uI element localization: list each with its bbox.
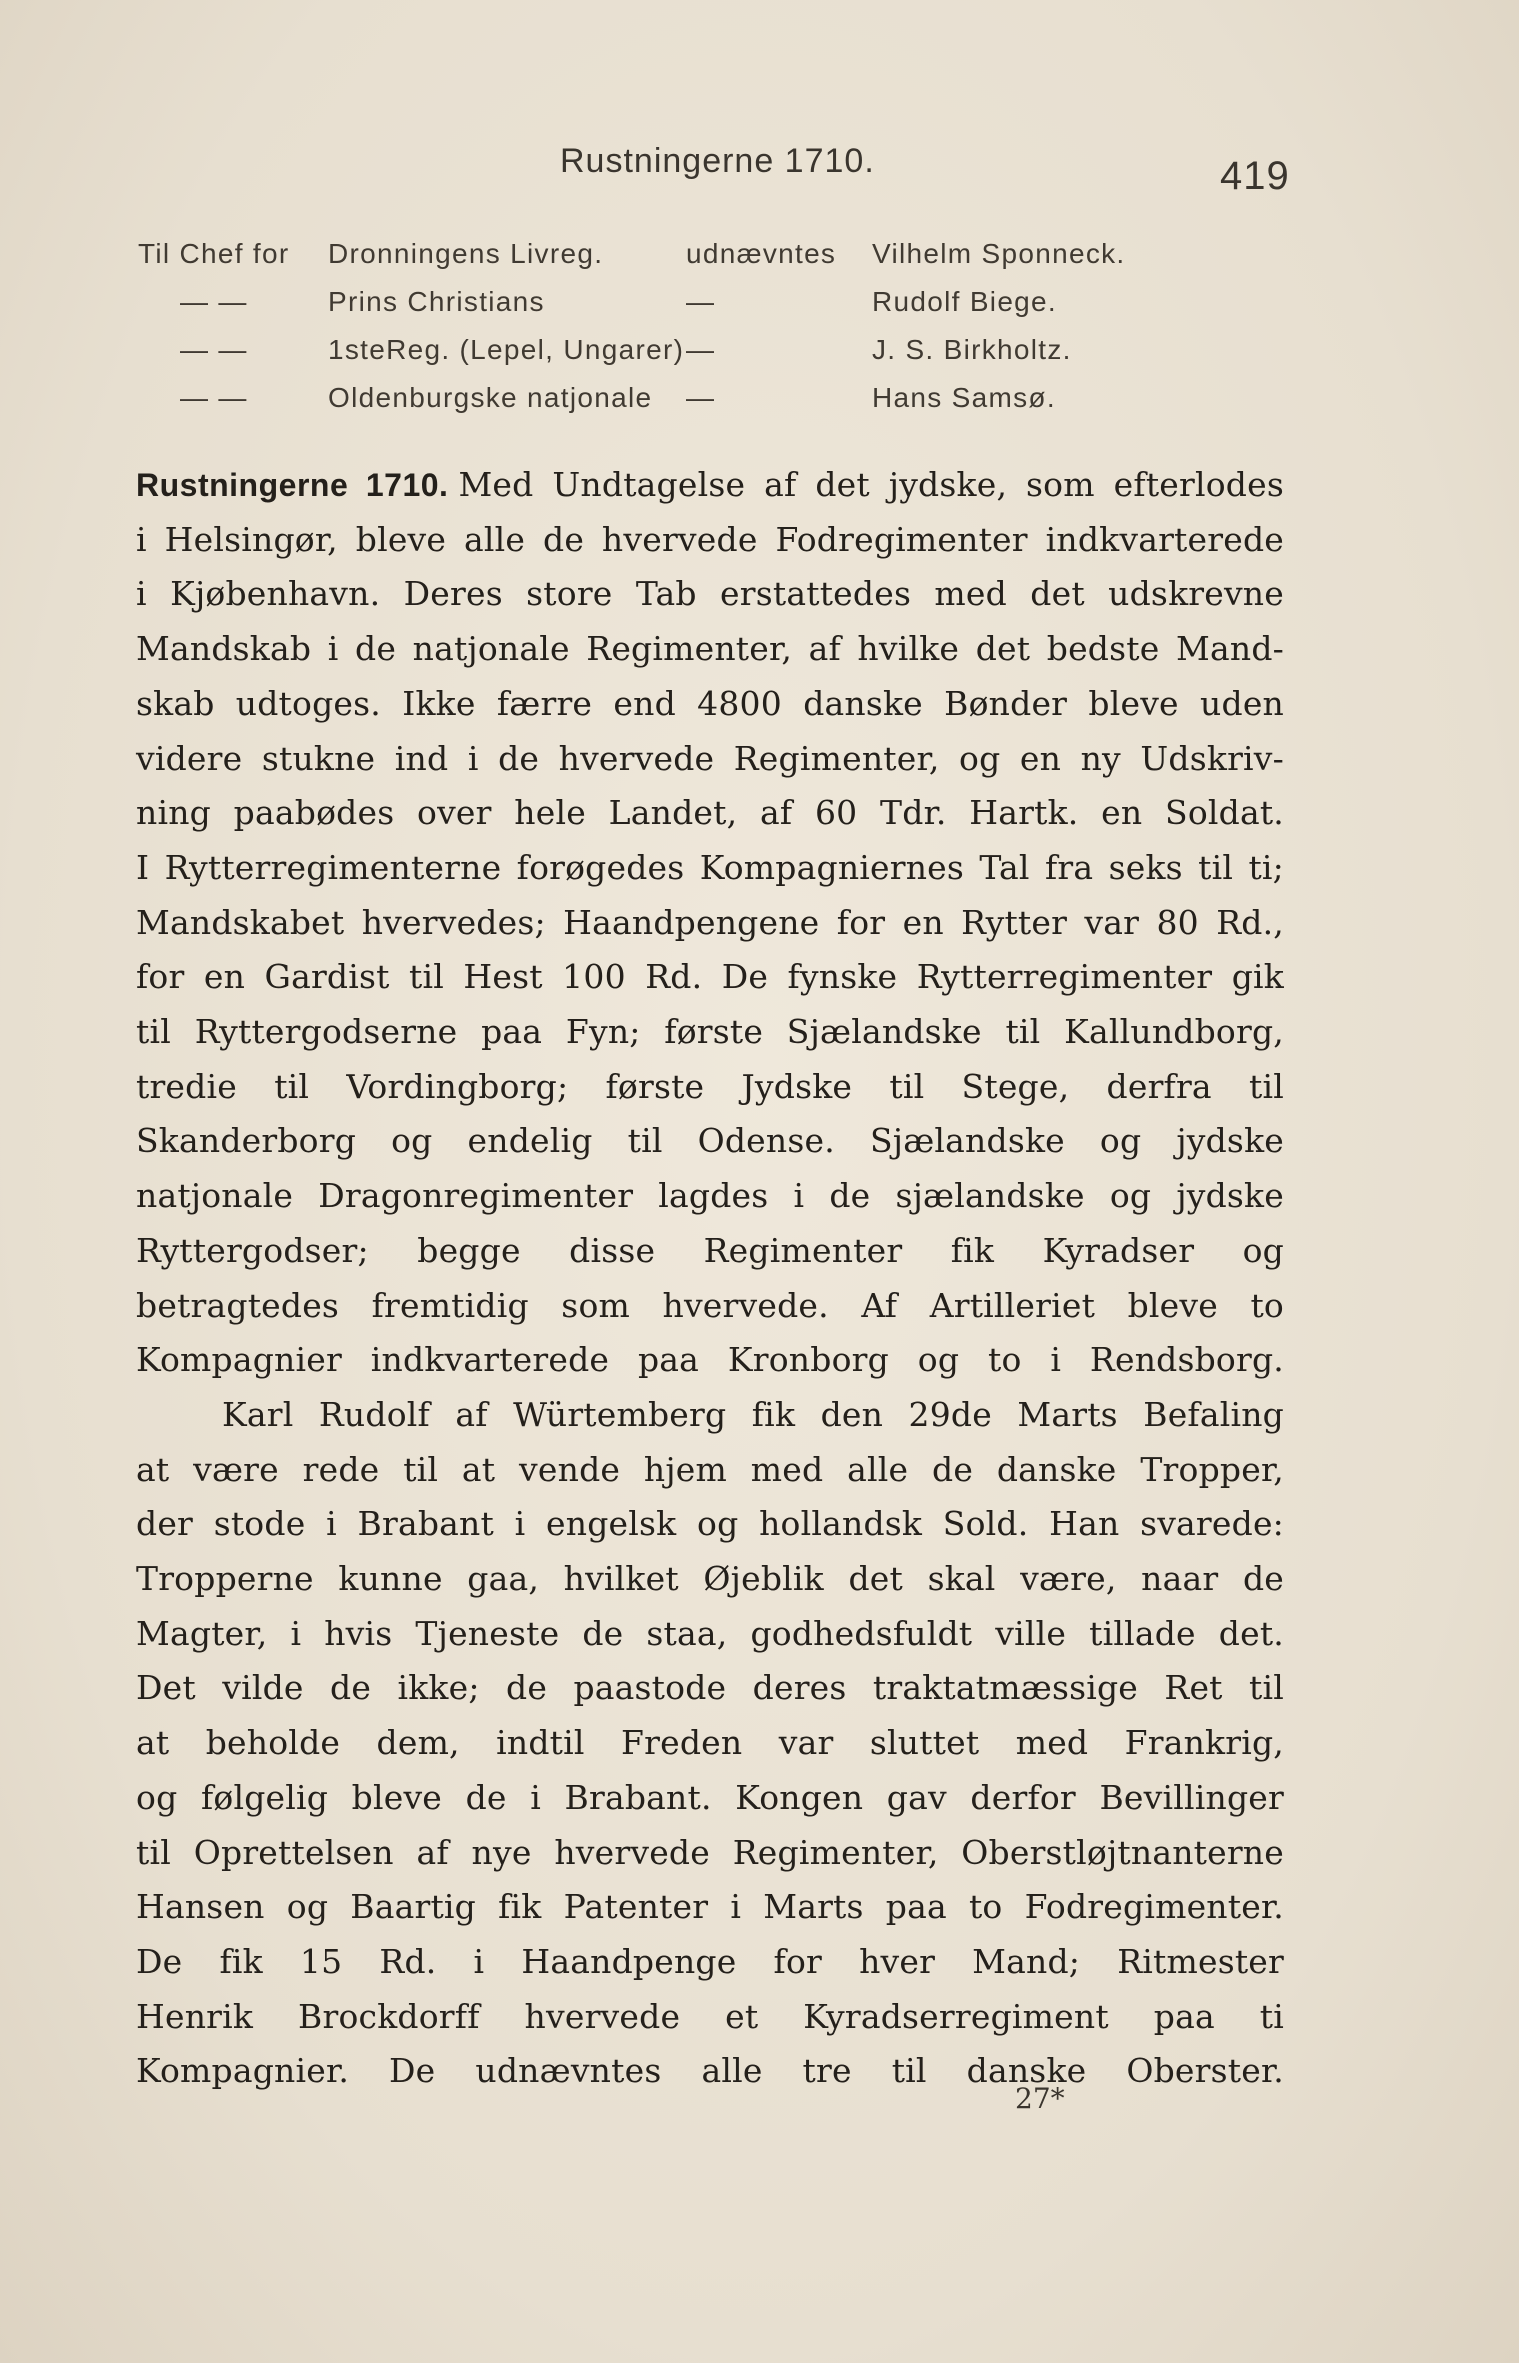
text-line: Mandskab i de natjonale Regimenter, af hvilke det bedste Mand-: [136, 629, 1284, 669]
appointment-name: Hans Samsø.: [872, 382, 1056, 413]
appointment-row: [138, 382, 1298, 430]
text-line: for en Gardist til Hest 100 Rd. De fynske Rytterregimenter gik: [136, 957, 1284, 997]
appointment-verb: —: [686, 382, 716, 413]
text-line: at beholde dem, indtil Freden var sluttet med Frankrig,: [136, 1723, 1284, 1763]
appointment-verb: —: [686, 334, 716, 365]
text-line: [136, 458, 1284, 513]
text-line: skab udtoges. Ikke færre end 4800 danske Bønder bleve uden: [136, 683, 1284, 723]
appointment-name: Vilhelm Sponneck.: [872, 238, 1126, 269]
appointment-prefix: — —: [180, 382, 248, 413]
text-line: tredie til Vordingborg; første Jydske til Stege, derfra til: [136, 1066, 1284, 1106]
text-line-content: Karl Rudolf af Würtemberg fik den 29de Marts Befaling: [222, 1394, 1284, 1434]
text-line: Kompagnier indkvarterede paa Kronborg og to i Rendsborg.: [136, 1340, 1284, 1380]
text-line: betragtedes fremtidig som hvervede. Af Artilleriet bleve to: [136, 1285, 1284, 1325]
appointment-row: [138, 286, 1298, 334]
appointment-prefix: — —: [180, 334, 248, 365]
appointment-verb: —: [686, 286, 716, 317]
body-text: [136, 458, 1284, 2099]
appointment-row: [138, 238, 1298, 286]
appointment-verb: udnævntes: [686, 238, 837, 269]
text-line: Ryttergodser; begge disse Regimenter fik Kyradser og: [136, 1230, 1284, 1270]
appointment-prefix: Til Chef for: [138, 238, 290, 269]
text-line: Hansen og Baartig fik Patenter i Marts paa to Fodregimenter.: [136, 1887, 1284, 1927]
text-line: Tropperne kunne gaa, hvilket Øjeblik det skal være, naar de: [136, 1559, 1284, 1599]
appointment-prefix: — —: [180, 286, 248, 317]
text-line: Skanderborg og endelig til Odense. Sjælandske og jydske: [136, 1121, 1284, 1161]
text-line: til Oprettelsen af nye hvervede Regimenter, Oberstløjtnanterne: [136, 1832, 1284, 1872]
running-title: Rustningerne 1710.: [560, 142, 875, 180]
text-line: Kompagnier. De udnævntes alle tre til danske Oberster.: [136, 2051, 1284, 2091]
text-line: natjonale Dragonregimenter lagdes i de sjælandske og jydske: [136, 1176, 1284, 1216]
section-title: Rustningerne 1710.: [136, 467, 449, 503]
text-line: Magter, i hvis Tjeneste de staa, godhedsfuldt ville tillade det.: [136, 1613, 1284, 1653]
text-line: Henrik Brockdorff hvervede et Kyradserregiment paa ti: [136, 1996, 1284, 2036]
text-line: i Helsingør, bleve alle de hvervede Fodregimenter indkvarterede: [136, 519, 1284, 559]
appointment-name: J. S. Birkholtz.: [872, 334, 1072, 365]
text-line: til Ryttergodserne paa Fyn; første Sjælandske til Kallundborg,: [136, 1012, 1284, 1052]
text-line: Mandskabet hvervedes; Haandpengene for en Rytter var 80 Rd.,: [136, 902, 1284, 942]
signature-mark: 27*: [1015, 2082, 1065, 2115]
text-line: at være rede til at vende hjem med alle de danske Tropper,: [136, 1449, 1284, 1489]
appointment-unit: Dronningens Livreg.: [328, 238, 604, 269]
text-line: [136, 1388, 1284, 1443]
appointment-unit: Prins Christians: [328, 286, 545, 317]
appointments-list: [138, 238, 1298, 430]
appointment-name: Rudolf Biege.: [872, 286, 1058, 317]
text-line: Det vilde de ikke; de paastode deres traktatmæssige Ret til: [136, 1668, 1284, 1708]
text-line: i Kjøbenhavn. Deres store Tab erstattedes med det udskrevne: [136, 574, 1284, 614]
appointment-row: [138, 334, 1298, 382]
text-line: og følgelig bleve de i Brabant. Kongen gav derfor Bevillinger: [136, 1777, 1284, 1817]
appointment-unit: Oldenburgske natjonale: [328, 382, 653, 413]
text-line: videre stukne ind i de hvervede Regimenter, og en ny Udskriv-: [136, 738, 1284, 778]
appointment-unit: 1steReg. (Lepel, Ungarer): [328, 334, 685, 365]
text-line: De fik 15 Rd. i Haandpenge for hver Mand; Ritmester: [136, 1941, 1284, 1981]
text-line: I Rytterregimenterne forøgedes Kompagniernes Tal fra seks til ti;: [136, 847, 1284, 887]
text-line: der stode i Brabant i engelsk og hollandsk Sold. Han svarede:: [136, 1504, 1284, 1544]
page-number: 419: [1220, 154, 1290, 198]
text-line-content: Med Undtagelse af det jydske, som efterlodes: [458, 465, 1284, 504]
text-line: ning paabødes over hele Landet, af 60 Tdr. Hartk. en Soldat.: [136, 793, 1284, 833]
